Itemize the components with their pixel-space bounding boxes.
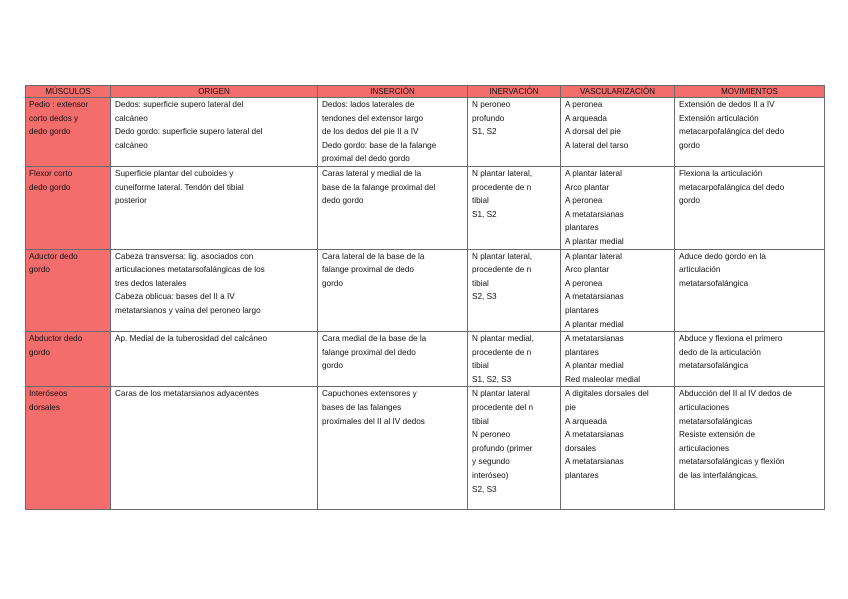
- cell-insercion: [318, 98, 468, 167]
- vascularizacion-line: A metatarsianas: [565, 209, 624, 219]
- insercion-line: Caras lateral y medial de la: [322, 168, 422, 178]
- cell-movimientos: [675, 166, 825, 249]
- musculo-line: Flexor corto: [29, 168, 73, 178]
- cell-origen: [111, 98, 318, 167]
- vascularizacion-line: A metatarsianas: [565, 457, 624, 467]
- inervacion-line: y segundo: [472, 457, 510, 467]
- origen-line: posterior: [115, 196, 147, 206]
- insercion-line: Cara lateral de la base de la: [322, 251, 425, 261]
- vascularizacion-line: A plantar lateral: [565, 251, 622, 261]
- origen-line: calcáneo: [115, 140, 148, 150]
- musculo-line: dedo gordo: [29, 182, 71, 192]
- origen-line: cuneiforme lateral. Tendón del tibial: [115, 182, 244, 192]
- insercion-line: Dedo gordo: base de la falange: [322, 140, 437, 150]
- vascularizacion-line: Arco plantar: [565, 182, 610, 192]
- inervacion-line: S1, S2: [472, 127, 497, 137]
- vascularizacion-line: A plantar medial: [565, 361, 624, 371]
- movimientos-line: Extensión articulación: [679, 113, 759, 123]
- vascularizacion-line: dorsales: [565, 443, 596, 453]
- inervacion-line: N peroneo: [472, 100, 511, 109]
- origen-line: Caras de los metatarsianos adyacentes: [115, 389, 259, 399]
- inervacion-line: N peroneo: [472, 430, 511, 440]
- header-insercion: INSERCIÓN: [318, 86, 468, 98]
- movimientos-line: articulación: [679, 265, 721, 275]
- vascularizacion-line: A peronea: [565, 278, 603, 288]
- insercion-line: tendones del extensor largo: [322, 113, 424, 123]
- cell-inervacion: [468, 387, 561, 510]
- movimientos-line: articulaciones: [679, 443, 730, 453]
- table-row: [26, 387, 825, 510]
- insercion-line: gordo: [322, 278, 343, 288]
- vascularizacion-line: plantares: [565, 471, 599, 481]
- cell-vascularizacion: [561, 98, 675, 167]
- inervacion-line: procedente del n: [472, 403, 533, 413]
- table-row: [26, 166, 825, 249]
- cell-vascularizacion: [561, 166, 675, 249]
- cell-inervacion: [468, 98, 561, 167]
- movimientos-line: Abduce y flexiona el primero: [679, 334, 783, 344]
- origen-line: calcáneo: [115, 113, 148, 123]
- cell-origen: [111, 387, 318, 510]
- table-row: [26, 98, 825, 167]
- vascularizacion-line: plantares: [565, 305, 599, 315]
- inervacion-line: profundo (primer: [472, 443, 533, 453]
- cell-vascularizacion: [561, 249, 675, 332]
- cell-insercion: [318, 387, 468, 510]
- muscles-table: [25, 85, 825, 510]
- header-musculos: MÚSCULOS: [26, 86, 111, 98]
- vascularizacion-line: A metatarsianas: [565, 430, 624, 440]
- movimientos-line: metatarsofalángica: [679, 361, 749, 371]
- table-row: [26, 332, 825, 387]
- header-movimientos: MOVIMIENTOS: [675, 86, 825, 98]
- musculo-line: gordo: [29, 265, 50, 275]
- musculo-line: gordo: [29, 347, 50, 357]
- cell-musculo: [26, 249, 111, 332]
- insercion-line: falange proximal de dedo: [322, 265, 414, 275]
- origen-line: Superficie plantar del cuboides y: [115, 168, 234, 178]
- inervacion-line: tibial: [472, 196, 489, 206]
- insercion-line: Cara medial de la base de la: [322, 334, 427, 344]
- vascularizacion-line: A plantar medial: [565, 236, 624, 246]
- inervacion-line: procedente de n: [472, 265, 532, 275]
- inervacion-line: interóseo): [472, 471, 509, 481]
- vascularizacion-line: A plantar medial: [565, 319, 624, 329]
- vascularizacion-line: A plantar lateral: [565, 168, 622, 178]
- insercion-line: proximales del II al IV dedos: [322, 416, 425, 426]
- vascularizacion-line: plantares: [565, 223, 599, 233]
- cell-inervacion: [468, 332, 561, 387]
- cell-movimientos: [675, 332, 825, 387]
- movimientos-line: Extensión de dedos II a IV: [679, 100, 775, 109]
- cell-movimientos: [675, 387, 825, 510]
- inervacion-line: tibial: [472, 278, 489, 288]
- cell-origen: [111, 166, 318, 249]
- cell-musculo: [26, 332, 111, 387]
- cell-insercion: [318, 249, 468, 332]
- movimientos-line: Abducción del II al IV dedos de: [679, 389, 792, 399]
- musculo-line: Aductor dedo: [29, 251, 78, 261]
- inervacion-line: N plantar medial,: [472, 334, 534, 344]
- header-inervacion: INERVACIÓN: [468, 86, 561, 98]
- header-vascularizacion: VASCULARIZACIÓN: [561, 86, 675, 98]
- movimientos-line: metatarsofalángica: [679, 278, 749, 288]
- cell-insercion: [318, 332, 468, 387]
- vascularizacion-line: A metatarsianas: [565, 292, 624, 302]
- vascularizacion-line: A lateral del tarso: [565, 140, 629, 150]
- vascularizacion-line: pie: [565, 403, 576, 413]
- origen-line: Cabeza transversa: lig. asociados con: [115, 251, 254, 261]
- movimientos-line: gordo: [679, 196, 700, 206]
- vascularizacion-line: A peronea: [565, 100, 603, 109]
- cell-musculo: [26, 387, 111, 510]
- vascularizacion-line: Red maleolar medial: [565, 374, 641, 384]
- insercion-line: de los dedos del pie II a IV: [322, 127, 419, 137]
- vascularizacion-line: plantares: [565, 347, 599, 357]
- vascularizacion-line: A dorsal del pie: [565, 127, 621, 137]
- cell-musculo: [26, 166, 111, 249]
- movimientos-line: metatarsofalángicas y flexión: [679, 457, 785, 467]
- musculo-line: Abductor dedo: [29, 334, 83, 344]
- movimientos-line: Resiste extensión de: [679, 430, 756, 440]
- vascularizacion-line: A arqueada: [565, 113, 607, 123]
- origen-line: Dedos: superficie supero lateral del: [115, 100, 244, 109]
- vascularizacion-line: A metatarsianas: [565, 334, 624, 344]
- vascularizacion-line: Arco plantar: [565, 265, 610, 275]
- movimientos-line: de las interfalángicas.: [679, 471, 759, 481]
- vascularizacion-line: A digitales dorsales del: [565, 389, 649, 399]
- cell-insercion: [318, 166, 468, 249]
- movimientos-line: metacarpofalángica del dedo: [679, 127, 785, 137]
- inervacion-line: tibial: [472, 416, 489, 426]
- origen-line: Cabeza oblicua: bases del II a IV: [115, 292, 235, 302]
- cell-inervacion: [468, 166, 561, 249]
- inervacion-line: S2, S3: [472, 484, 497, 494]
- header-row: [26, 86, 825, 98]
- insercion-line: base de la falange proximal del: [322, 182, 436, 192]
- movimientos-line: gordo: [679, 140, 700, 150]
- cell-movimientos: [675, 98, 825, 167]
- cell-vascularizacion: [561, 332, 675, 387]
- inervacion-line: S2, S3: [472, 292, 497, 302]
- inervacion-line: profundo: [472, 113, 505, 123]
- origen-line: Dedo gordo: superficie supero lateral del: [115, 127, 263, 137]
- origen-line: tres dedos laterales: [115, 278, 187, 288]
- origen-line: Ap. Medial de la tuberosidad del calcáneo: [115, 334, 268, 344]
- insercion-line: dedo gordo: [322, 196, 364, 206]
- movimientos-line: metacarpofalángica del dedo: [679, 182, 785, 192]
- cell-movimientos: [675, 249, 825, 332]
- musculo-line: Interóseos: [29, 389, 68, 399]
- cell-vascularizacion: [561, 387, 675, 510]
- musculo-line: Pedio : extensor: [29, 100, 89, 109]
- movimientos-line: dedo de la articulación: [679, 347, 761, 357]
- vascularizacion-line: A peronea: [565, 196, 603, 206]
- inervacion-line: N plantar lateral,: [472, 251, 533, 261]
- insercion-line: gordo: [322, 361, 343, 371]
- inervacion-line: tibial: [472, 361, 489, 371]
- header-origen: ORIGEN: [111, 86, 318, 98]
- inervacion-line: N plantar lateral: [472, 389, 530, 399]
- inervacion-line: procedente de n: [472, 347, 532, 357]
- movimientos-line: Aduce dedo gordo en la: [679, 251, 766, 261]
- musculo-line: dorsales: [29, 403, 60, 413]
- movimientos-line: articulaciones: [679, 403, 730, 413]
- insercion-line: Dedos: lados laterales de: [322, 100, 415, 109]
- cell-origen: [111, 332, 318, 387]
- vascularizacion-line: A arqueada: [565, 416, 607, 426]
- insercion-line: proximal del dedo gordo: [322, 154, 410, 164]
- cell-origen: [111, 249, 318, 332]
- cell-inervacion: [468, 249, 561, 332]
- insercion-line: falange proximal del dedo: [322, 347, 416, 357]
- origen-line: metatarsianos y vaina del peroneo largo: [115, 305, 261, 315]
- inervacion-line: S1, S2: [472, 209, 497, 219]
- movimientos-line: metatarsofalángicas: [679, 416, 753, 426]
- cell-musculo: [26, 98, 111, 167]
- inervacion-line: N plantar lateral,: [472, 168, 533, 178]
- inervacion-line: procedente de n: [472, 182, 532, 192]
- movimientos-line: Flexiona la articulación: [679, 168, 763, 178]
- insercion-line: Capuchones extensores y: [322, 389, 417, 399]
- table-body: [26, 98, 825, 510]
- musculo-line: dedo gordo: [29, 127, 71, 137]
- musculo-line: corto dedos y: [29, 113, 79, 123]
- inervacion-line: S1, S2, S3: [472, 374, 512, 384]
- table-row: [26, 249, 825, 332]
- origen-line: articulaciones metatarsofalángicas de los: [115, 265, 265, 275]
- insercion-line: bases de las falanges: [322, 403, 402, 413]
